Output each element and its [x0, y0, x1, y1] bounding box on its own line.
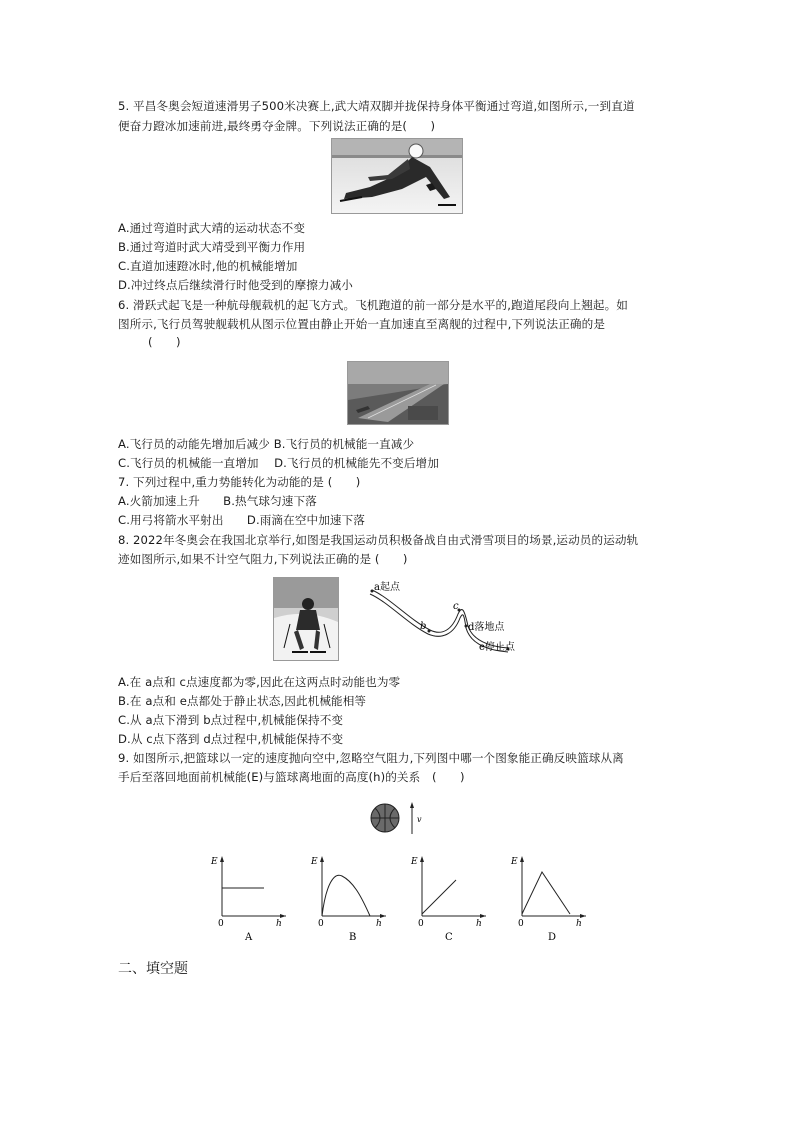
svg-text:h: h	[376, 919, 382, 929]
q5-skater-photo	[331, 138, 463, 214]
svg-text:h: h	[576, 919, 582, 929]
track-label-b: b	[420, 621, 427, 632]
q5-stem-line1: 5. 平昌冬奥会短道速滑男子500米决赛上,武大靖双脚并拢保持身体平衡通过弯道,如图所示,一到直道	[118, 99, 635, 113]
q8-track-diagram	[360, 576, 530, 656]
svg-text:0: 0	[318, 919, 324, 929]
graph-label-a: A	[245, 932, 253, 943]
q9-graph-c	[408, 854, 488, 944]
track-label-c: c	[453, 601, 459, 612]
q8-skier-photo	[273, 577, 339, 661]
q8-option-c: C.从 a点下滑到 b点过程中,机械能保持不变	[118, 713, 344, 727]
q9-graph-d	[508, 854, 588, 944]
svg-text:E: E	[311, 857, 318, 867]
q6-stem-line1: 6. 滑跃式起飞是一种航母舰载机的起飞方式。飞机跑道的前一部分是水平的,跑道尾段向上翘起。如	[118, 298, 628, 312]
track-label-d: d落地点	[468, 622, 505, 633]
q5-option-a: A.通过弯道时武大靖的运动状态不变	[118, 221, 306, 235]
track-label-a: a起点	[374, 582, 400, 593]
graph-label-b: B	[349, 932, 357, 943]
q6-options-row2: C.飞行员的机械能一直增加 D.飞行员的机械能先不变后增加	[118, 456, 439, 470]
svg-text:0: 0	[418, 919, 424, 929]
q9-graph-b	[308, 854, 388, 944]
q9-stem-line1: 9. 如图所示,把篮球以一定的速度抛向空中,忽略空气阻力,下列图中哪一个图象能正确反映篮球从离	[118, 751, 624, 765]
q8-option-d: D.从 c点下落到 d点过程中,机械能保持不变	[118, 732, 344, 746]
q7-options-row1: A.火箭加速上升 B.热气球匀速下落	[118, 494, 317, 508]
section-title-fill-in: 二、填空题	[118, 961, 188, 977]
track-label-e: e停止点	[479, 642, 515, 653]
q5-option-d: D.冲过终点后继续滑行时他受到的摩擦力减小	[118, 278, 353, 292]
svg-text:E: E	[511, 857, 518, 867]
q6-options-row1: A.飞行员的动能先增加后减少 B.飞行员的机械能一直减少	[118, 437, 415, 451]
svg-text:E: E	[411, 857, 418, 867]
q9-stem-line2: 手后至落回地面前机械能(E)与篮球离地面的高度(h)的关系 ( )	[118, 770, 465, 784]
q8-option-b: B.在 a点和 e点都处于静止状态,因此机械能相等	[118, 694, 367, 708]
graph-label-d: D	[548, 932, 557, 943]
q6-stem-line2: 图所示,飞行员驾驶舰载机从图示位置由静止开始一直加速直至离舰的过程中,下列说法正确的是	[118, 317, 606, 331]
q8-option-a: A.在 a点和 c点速度都为零,因此在这两点时动能也为零	[118, 675, 401, 689]
q5-stem-line2: 便奋力蹬冰加速前进,最终勇夺金牌。下列说法正确的是( )	[118, 119, 436, 133]
q9-basketball-figure	[368, 800, 428, 836]
svg-text:0: 0	[218, 919, 224, 929]
svg-text:h: h	[276, 919, 282, 929]
q5-option-b: B.通过弯道时武大靖受到平衡力作用	[118, 240, 306, 254]
q8-stem-line1: 8. 2022年冬奥会在我国北京举行,如图是我国运动员积极备战自由式滑雪项目的场景,运动员的运动轨	[118, 533, 639, 547]
q8-stem-line2: 迹如图所示,如果不计空气阻力,下列说法正确的是 ( )	[118, 552, 408, 566]
q6-answer-blank: ( )	[148, 335, 181, 349]
q5-option-c: C.直道加速蹬冰时,他的机械能增加	[118, 259, 298, 273]
q6-carrier-photo	[347, 361, 449, 425]
svg-text:0: 0	[518, 919, 524, 929]
q7-options-row2: C.用弓将箭水平射出 D.雨滴在空中加速下落	[118, 513, 365, 527]
q7-stem: 7. 下列过程中,重力势能转化为动能的是 ( )	[118, 475, 361, 489]
svg-text:h: h	[476, 919, 482, 929]
q9-graph-a	[208, 854, 288, 944]
graph-label-c: C	[445, 932, 453, 943]
velocity-label: v	[417, 815, 422, 824]
svg-text:E: E	[211, 857, 218, 867]
